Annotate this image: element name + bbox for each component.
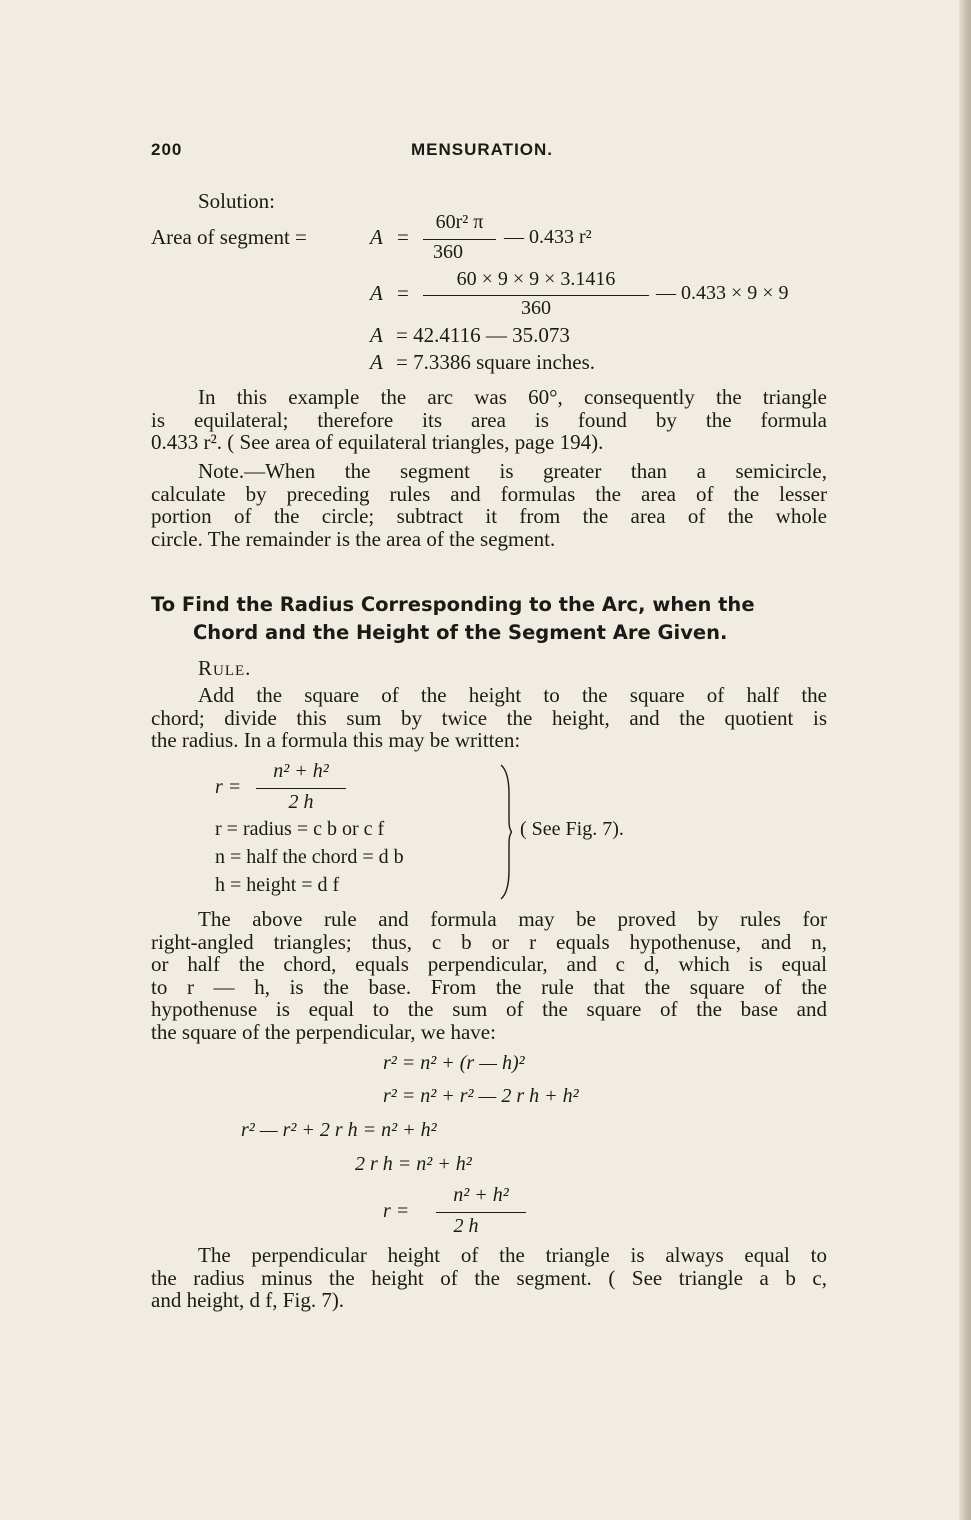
text-line: the radius minus the height of the segment. ( See triangle a b c, [151,1265,827,1290]
derivation-line2: r² = n² + r² — 2 r h + h² [383,1085,579,1107]
section-heading-line1: To Find the Radius Corresponding to the Arc, when the [151,593,755,616]
right-brace [500,764,512,900]
derivation-line4: 2 r h = n² + h² [355,1153,472,1175]
area-of-segment-label: Area of segment = [151,225,307,249]
text-line: hypothenuse is equal to the sum of the square of the base and [151,997,827,1022]
section-heading-line2: Chord and the Height of the Segment Are Given. [193,621,728,644]
derivation-line5-numerator: n² + h² [453,1184,509,1206]
radius-formula-denominator: 2 h [288,791,314,813]
text-line: and height, d f, Fig. 7). [151,1288,345,1313]
definition-h: h = height = d f [215,874,340,896]
fraction2-denominator: 360 [521,297,551,319]
paragraph-note [151,460,827,550]
text-line: portion of the circle; subtract it from the area of the whole [151,504,827,529]
definition-r: r = radius = c b or c f [215,818,385,840]
fraction1-numerator: 60r² π [435,211,484,233]
running-title: MENSURATION. [411,140,554,159]
page-number: 200 [151,140,183,159]
text-line: or half the chord, equals perpendicular, and c d, which is equal [151,952,827,977]
formula4-A: A [370,350,383,374]
fraction1-tail: — 0.433 r² [504,226,592,248]
formula2-A: A [370,281,383,305]
text-line: right-angled triangles; thus, c b or r equals hypothenuse, and n, [151,929,827,954]
text-line: the square of the perpendicular, we have: [151,1019,496,1044]
formula2-equals: = [397,281,409,305]
solution-label: Solution: [198,189,276,213]
derivation-line5-denominator: 2 h [453,1215,479,1237]
paragraph-perpendicular [151,1244,827,1312]
text-line: Note.—When the segment is greater than a semicircle, [198,459,827,483]
radius-formula-left: r = [215,776,242,798]
paragraph-rule [151,684,827,752]
text-line: to r — h, is the base. From the rule that the square of the [151,974,827,999]
paragraph-equilateral [151,386,827,454]
derivation-line5-bar [436,1212,526,1213]
text-line: chord; divide this sum by twice the height, and the quotient is [151,705,827,730]
formula4-line: = 7.3386 square inches. [396,350,596,374]
text-line: The above rule and formula may be proved by rules for [198,907,827,931]
derivation-line1: r² = n² + (r — h)² [383,1052,525,1074]
fraction1-denominator: 360 [433,241,463,263]
formula-equals: = [397,225,409,249]
page-edge [959,0,971,1520]
text-line: the radius. In a formula this may be written: [151,728,521,753]
text-line: Add the square of the height to the square of half the [198,683,827,707]
text-line: calculate by preceding rules and formulas the area of the lesser [151,481,827,506]
formula-A: A [370,225,383,249]
fraction2-numerator: 60 × 9 × 9 × 3.1416 [456,268,616,290]
formula3-line: = 42.4116 — 35.073 [396,323,570,347]
radius-formula-bar [256,788,346,789]
rule-label: Rule. [198,656,252,680]
definition-n: n = half the chord = d b [215,846,404,868]
formula3-A: A [370,323,383,347]
see-fig-7: ( See Fig. 7). [520,818,624,840]
text-line: The perpendicular height of the triangle is always equal to [198,1243,827,1267]
text-line: In this example the arc was 60°, consequently the triangle [198,385,827,409]
derivation-line5-left: r = [383,1200,410,1222]
radius-formula-numerator: n² + h² [273,760,329,782]
text-line: 0.433 r². ( See area of equilateral triangles, page 194). [151,430,604,455]
derivation-line3: r² — r² + 2 r h = n² + h² [241,1119,437,1141]
text-line: is equilateral; therefore its area is found by the formula [151,407,827,432]
text-line: circle. The remainder is the area of the segment. [151,526,556,551]
fraction2-tail: — 0.433 × 9 × 9 [656,282,789,304]
paragraph-proof [151,908,827,1044]
